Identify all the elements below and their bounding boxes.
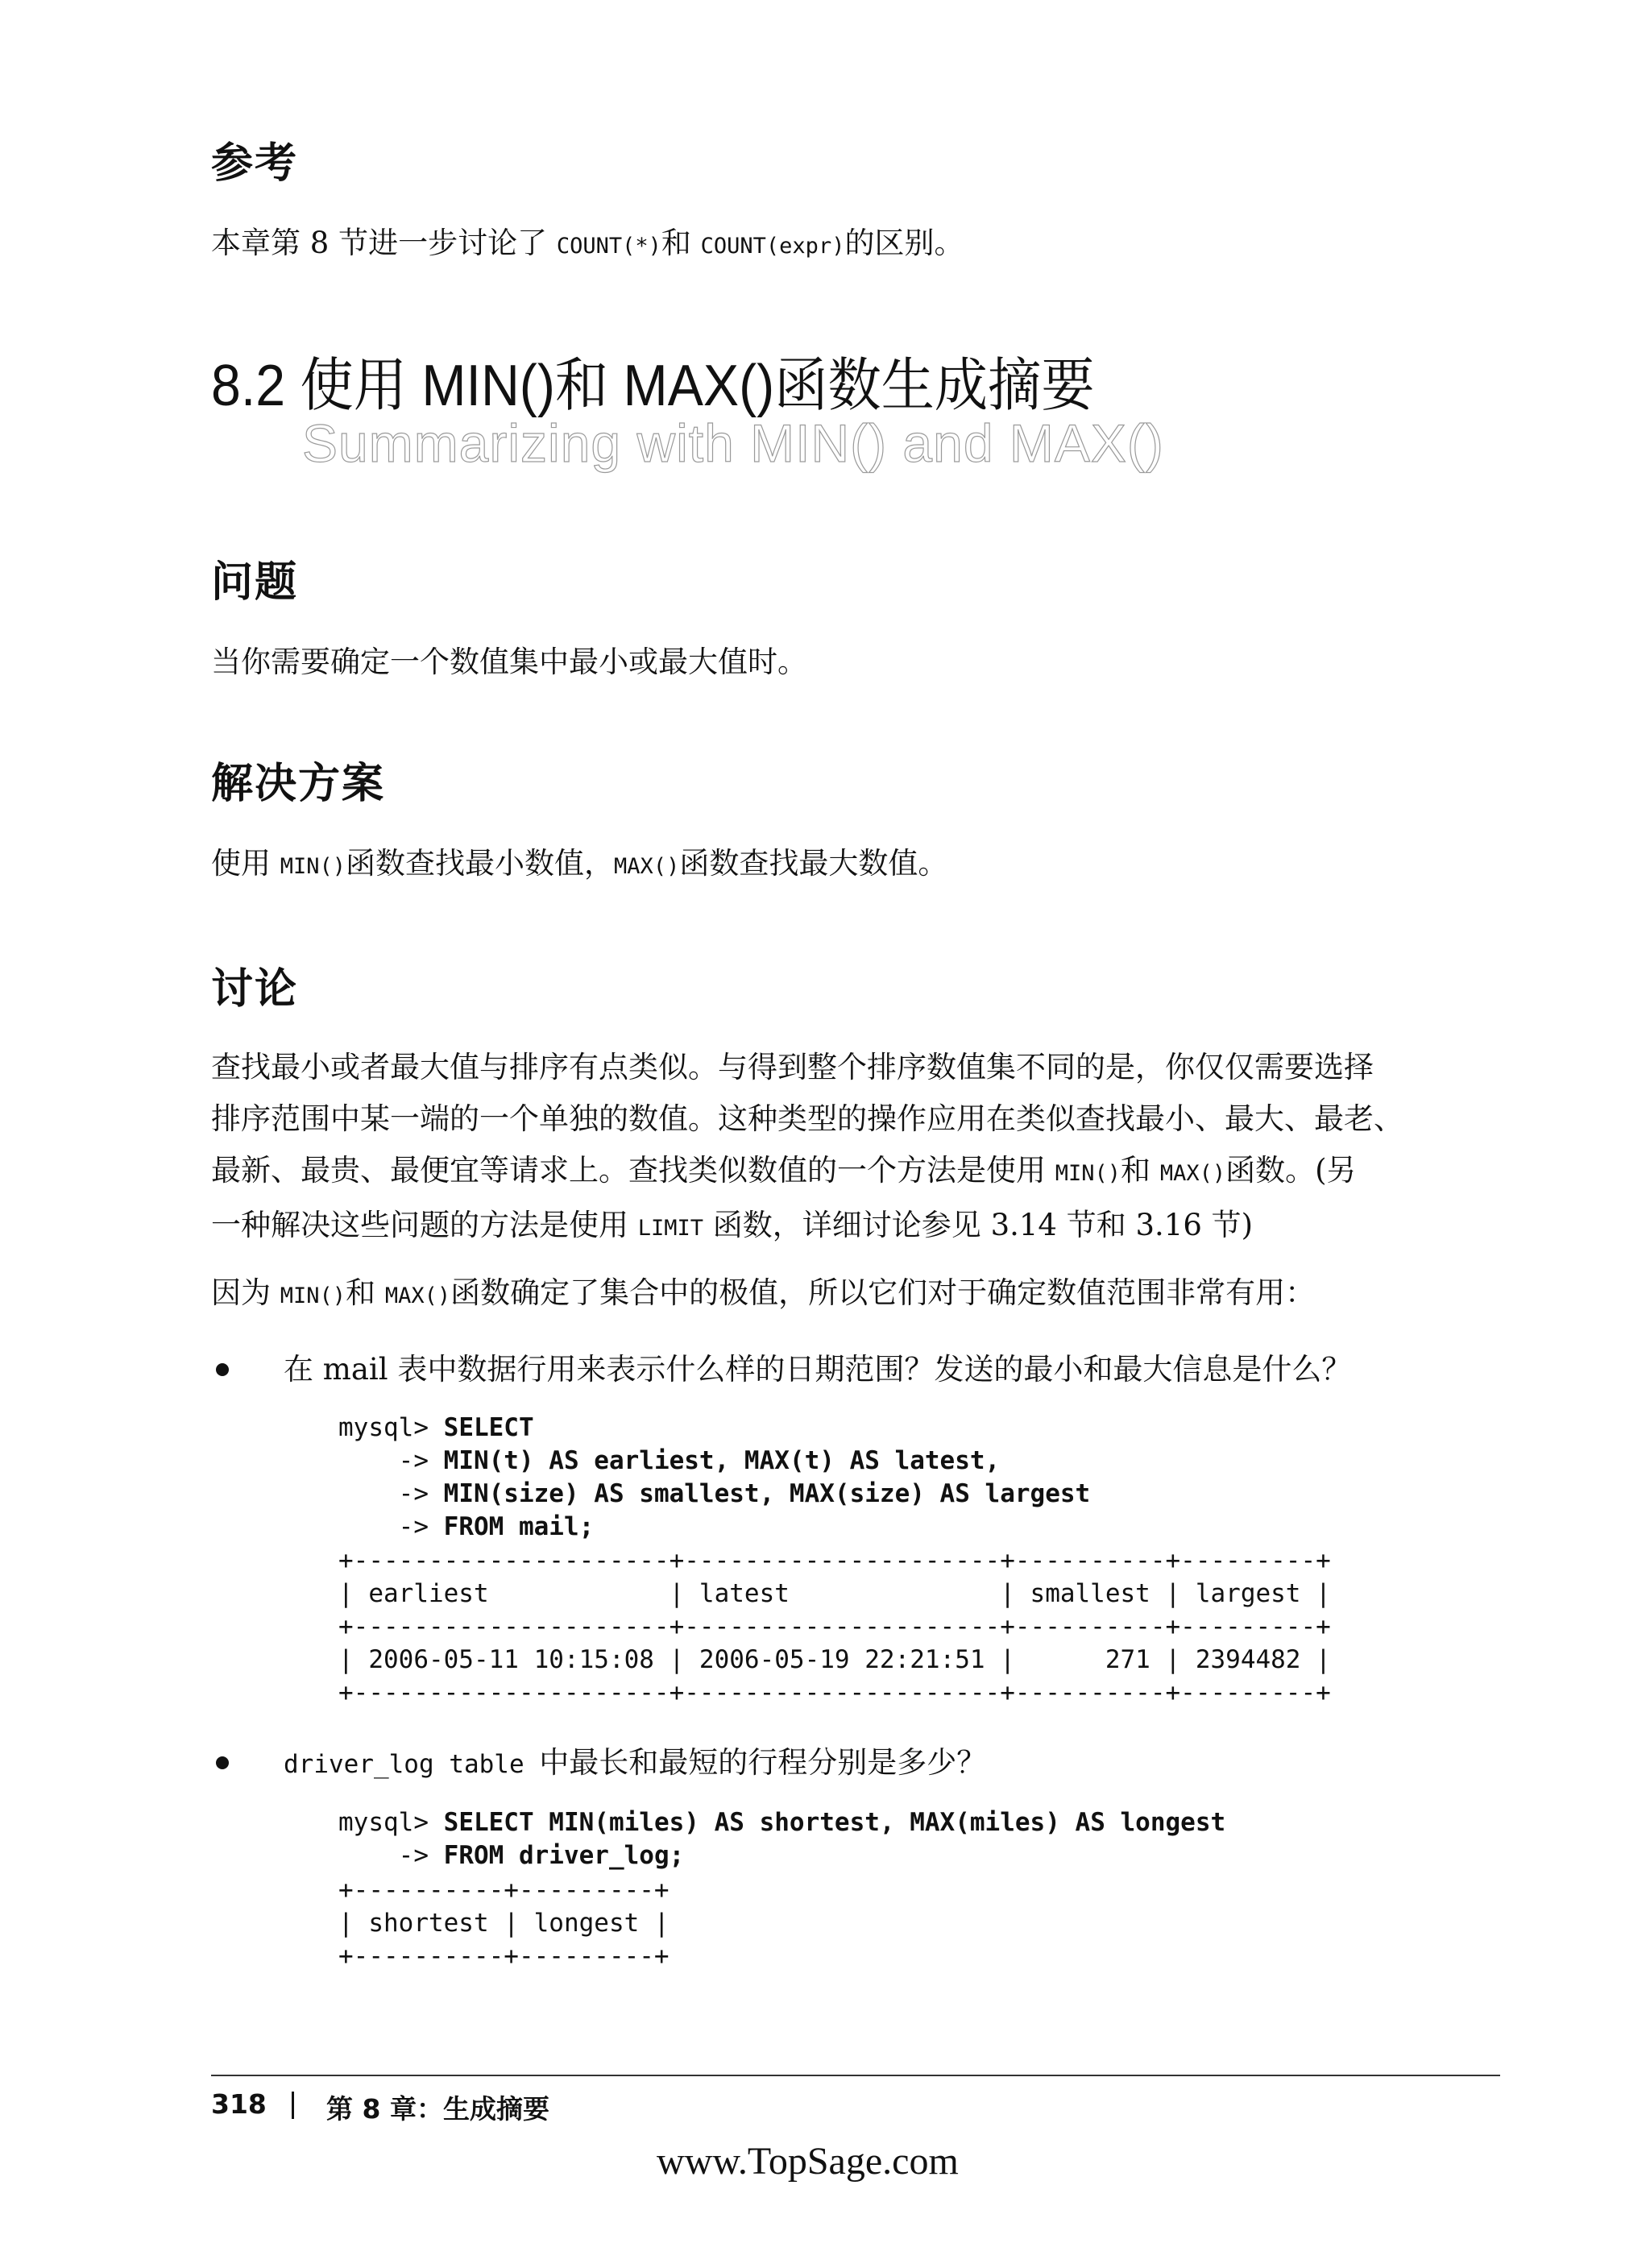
- sql-line: MIN(t) AS earliest, MAX(t) AS latest,: [443, 1446, 1001, 1475]
- sql-line: FROM driver_log;: [443, 1841, 685, 1870]
- section-title: 8.2 使用 MIN()和 MAX()函数生成摘要: [211, 354, 1095, 418]
- footer-separator: [292, 2092, 294, 2119]
- discussion-line: [211, 1200, 1484, 1254]
- sql-line: SELECT MIN(miles) AS shortest, MAX(miles) AS longest: [443, 1808, 1226, 1837]
- reference-text: [211, 218, 964, 272]
- solution-heading: 解决方案: [211, 760, 386, 808]
- website-footer: www.TopSage.com: [657, 2140, 959, 2183]
- section-subtitle: Summarizing with MIN() and MAX(): [302, 413, 1164, 473]
- inline-code-min: MIN(): [280, 854, 346, 879]
- table-border: +---------------------+---------------------+----------+---------+: [338, 1546, 1331, 1575]
- discussion-text: 因为: [211, 1275, 280, 1310]
- sql-prompt: mysql>: [338, 1808, 444, 1837]
- discussion-text: 函数，详细讨论参见 3.14 节和 3.16 节): [703, 1208, 1254, 1242]
- table-row: | 2006-05-11 10:15:08 | 2006-05-19 22:21:51 | 271 | 2394482 |: [338, 1645, 1331, 1674]
- reference-text-after: 的区别。: [844, 226, 964, 260]
- discussion-paragraph-1: [211, 1042, 1484, 1254]
- bullet1-sql-query: [338, 1412, 1090, 1544]
- table-header-row: | shortest | longest |: [338, 1909, 670, 1938]
- sql-line: FROM mail;: [443, 1512, 595, 1541]
- discussion-heading: 讨论: [211, 965, 299, 1014]
- inline-code-max: MAX(): [614, 854, 680, 879]
- sql-continuation: ->: [338, 1479, 444, 1508]
- inline-code-count-star: COUNT(*): [556, 234, 661, 259]
- solution-text-after: 函数查找最大数值。: [679, 846, 948, 881]
- table-border: +---------------------+---------------------+----------+---------+: [338, 1612, 1331, 1641]
- reference-heading: 参考: [211, 139, 299, 188]
- bullet1-result-table: [338, 1544, 1331, 1710]
- problem-heading: 问题: [211, 558, 299, 607]
- discussion-paragraph-2: [211, 1267, 1315, 1322]
- inline-code-min: MIN(): [1055, 1161, 1121, 1186]
- bullet2-text: [284, 1737, 986, 1790]
- discussion-text: 最新、最贵、最便宜等请求上。查找类似数值的一个方法是使用: [211, 1153, 1055, 1188]
- inline-code-max: MAX(): [384, 1283, 451, 1308]
- solution-text-mid: 函数查找最小数值，: [346, 846, 615, 881]
- discussion-line: 排序范围中某一端的一个单独的数值。这种类型的操作应用在类似查找最小、最大、最老、: [211, 1101, 1403, 1136]
- reference-text-mid: 和: [661, 226, 701, 260]
- bullet2-result-table: [338, 1874, 670, 1973]
- sql-continuation: ->: [338, 1841, 444, 1870]
- solution-text-before: 使用: [211, 846, 280, 881]
- bullet1-text: 在 mail 表中数据行用来表示什么样的日期范围？发送的最小和最大信息是什么？: [284, 1352, 1352, 1387]
- bullet2-sql-query: [338, 1806, 1225, 1872]
- inline-code-max: MAX(): [1159, 1161, 1226, 1186]
- bullet2-question: 中最长和最短的行程分别是多少？: [539, 1745, 987, 1780]
- sql-continuation: ->: [338, 1512, 444, 1541]
- page-number: 318: [211, 2088, 267, 2120]
- inline-code-driver-log: driver_log table: [284, 1750, 540, 1779]
- inline-code-min: MIN(): [280, 1283, 346, 1308]
- bullet-icon: [216, 1756, 229, 1769]
- discussion-text: 和: [346, 1275, 385, 1310]
- discussion-text: 函数。(另: [1225, 1153, 1357, 1188]
- sql-continuation: ->: [338, 1446, 444, 1475]
- inline-code-limit: LIMIT: [637, 1216, 704, 1241]
- table-border: +----------+---------+: [338, 1942, 670, 1971]
- problem-text: 当你需要确定一个数值集中最小或最大值时。: [211, 645, 807, 679]
- solution-text: [211, 838, 947, 893]
- discussion-text: 一种解决这些问题的方法是使用: [211, 1208, 638, 1242]
- sql-keyword: SELECT: [443, 1413, 534, 1442]
- table-border: +----------+---------+: [338, 1876, 670, 1905]
- bullet-icon: [216, 1363, 229, 1376]
- sql-prompt: mysql>: [338, 1413, 444, 1442]
- inline-code-count-expr: COUNT(expr): [700, 234, 845, 259]
- footer-rule: [211, 2075, 1500, 2076]
- sql-line: MIN(size) AS smallest, MAX(size) AS largest: [443, 1479, 1091, 1508]
- discussion-text: 函数确定了集合中的极值，所以它们对于确定数值范围非常有用：: [450, 1275, 1316, 1310]
- table-header-row: | earliest | latest | smallest | largest |: [338, 1579, 1331, 1608]
- table-border: +---------------------+---------------------+----------+---------+: [338, 1678, 1331, 1707]
- discussion-line: 查找最小或者最大值与排序有点类似。与得到整个排序数值集不同的是，你仅仅需要选择: [211, 1050, 1374, 1084]
- footer-chapter: 第 8 章：生成摘要: [326, 2093, 549, 2125]
- discussion-line: [211, 1145, 1484, 1200]
- reference-text-before: 本章第 8 节进一步讨论了: [211, 226, 557, 260]
- discussion-text: 和: [1121, 1153, 1160, 1188]
